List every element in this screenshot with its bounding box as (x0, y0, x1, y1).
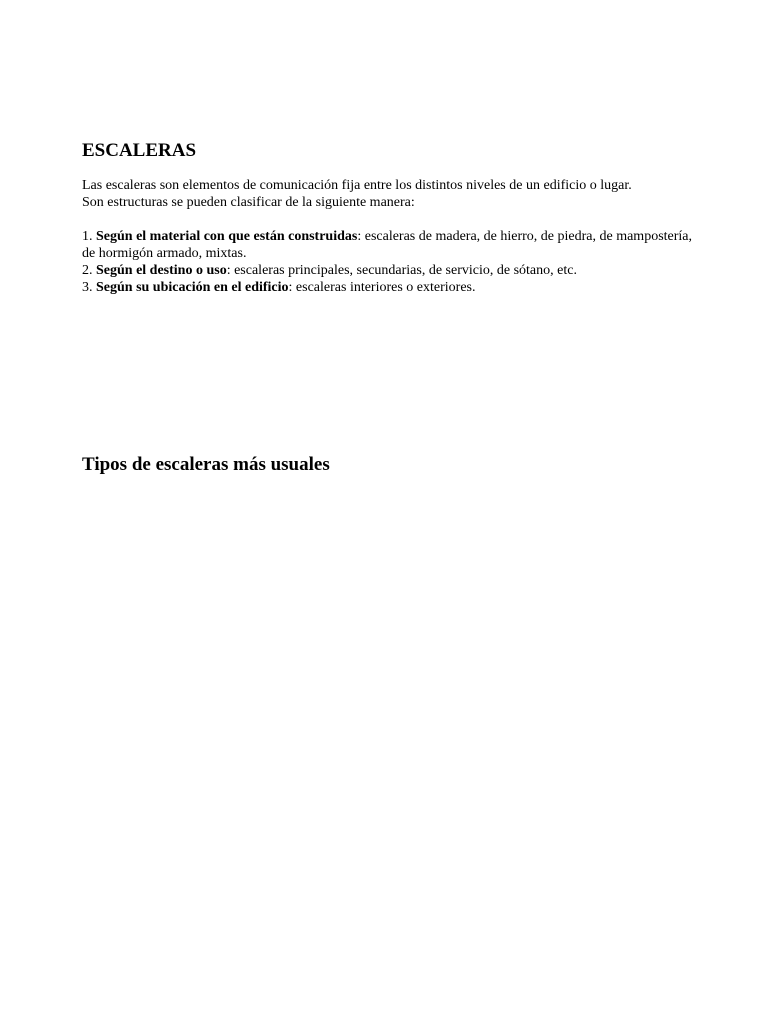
list-item-number: 2. (82, 263, 96, 278)
list-item (82, 228, 702, 262)
list-item-term: Según su ubicación en el edificio (96, 280, 289, 295)
list-item-term: Según el destino o uso (96, 263, 227, 278)
list-item-number: 1. (82, 229, 96, 244)
classification-list (82, 228, 702, 296)
list-item-term: Según el material con que están construidas (96, 229, 358, 244)
intro-line: Las escaleras son elementos de comunicación fija entre los distintos niveles de un edificio o lugar. (82, 178, 632, 193)
intro-paragraph (82, 177, 702, 211)
document-title: ESCALERAS (82, 140, 197, 161)
list-item-text: : escaleras principales, secundarias, de servicio, de sótano, etc. (226, 263, 577, 278)
list-item (82, 262, 702, 279)
list-item-text: : escaleras de madera, de hierro, de piedra, de mampostería, de hormigón armado, mixtas. (82, 229, 693, 261)
list-item-text: : escaleras interiores o exteriores. (288, 280, 476, 295)
list-item-number: 3. (82, 280, 96, 295)
list-item (82, 279, 702, 296)
section-title: Tipos de escaleras más usuales (82, 454, 330, 475)
intro-line: Son estructuras se pueden clasificar de la siguiente manera: (82, 195, 415, 210)
